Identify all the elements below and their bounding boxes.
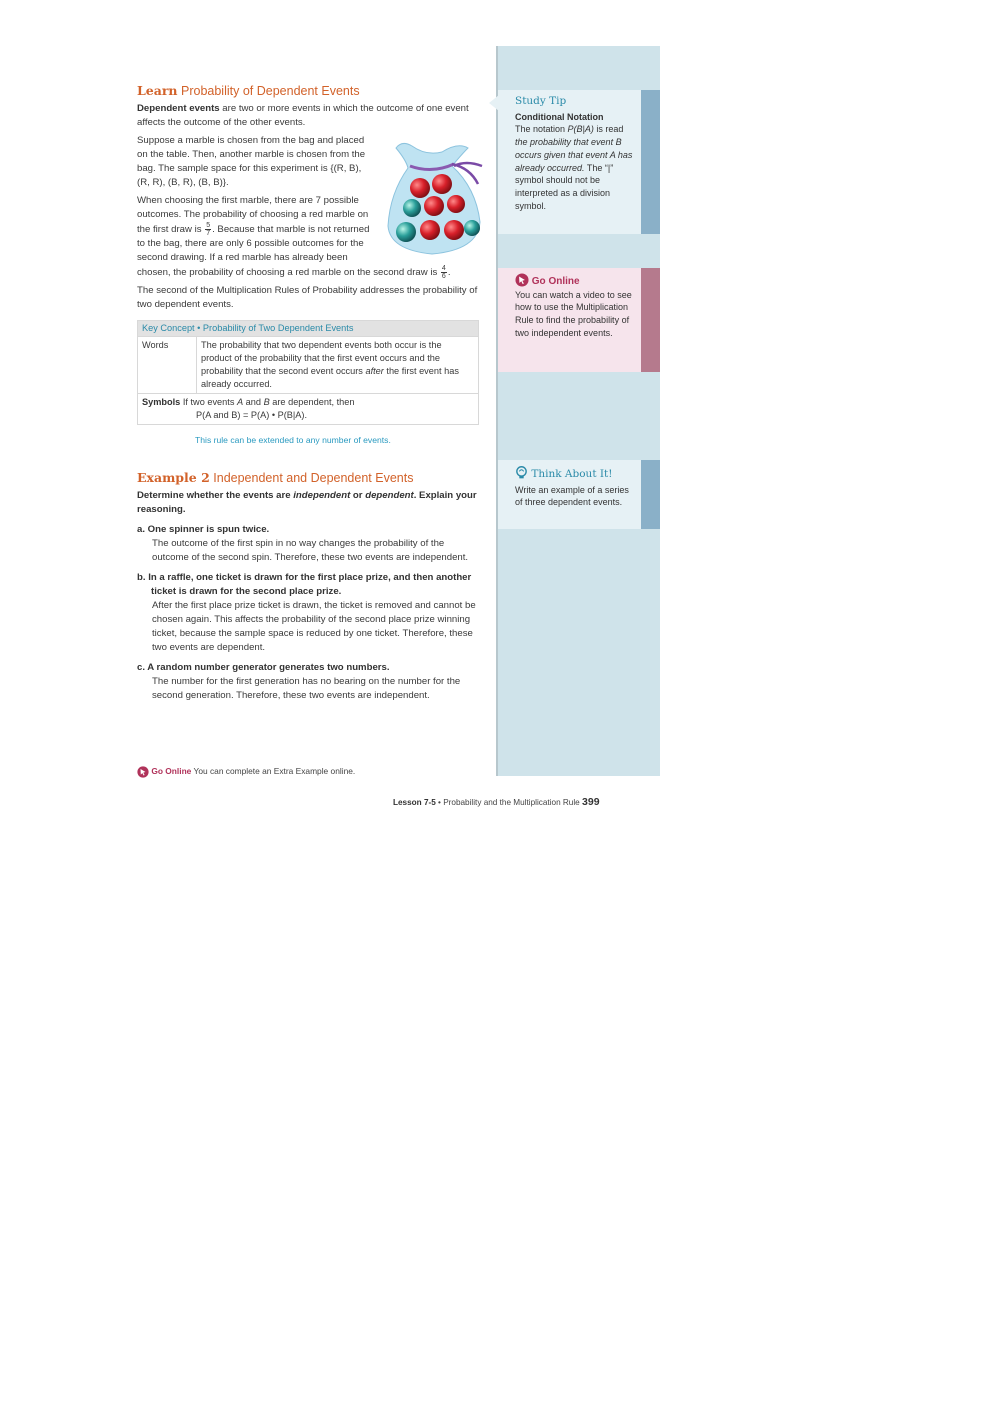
example-section (137, 469, 479, 703)
key-concept-box (137, 320, 479, 425)
study-tip-box (498, 90, 641, 234)
think-bulb-icon (515, 466, 528, 479)
paragraph-3: The second of the Multiplication Rules of Probability addresses the probability of two dependent events. (137, 285, 478, 311)
think-about-it-text: Write an example of a series of three dependent events. (515, 484, 629, 508)
study-tip-pointer (489, 95, 499, 111)
go-online-text: You can watch a video to see how to use the Multiplication Rule to find the probability of two independent events. (515, 289, 632, 338)
page-footer: Lesson 7-5 • Probability and the Multiplication Rule 399 (393, 796, 600, 808)
study-tip-subtitle: Conditional Notation (515, 111, 604, 122)
page-number: 399 (582, 796, 600, 808)
learn-heading: Learn Probability of Dependent Events (137, 83, 360, 98)
formula: P(A and B) = P(A) • P(B|A). (196, 410, 308, 421)
study-tip-text: The notation P(B|A) is read the probability that event B occurs given that event A has already occurred. The “|” symbol should not be interpreted as a division symbol. (515, 124, 633, 211)
think-about-it-box (498, 460, 641, 529)
paragraph-1: Suppose a marble is chosen from the bag and placed on the table. Then, another marble is chosen from the bag. The sample space for this experiment is {(R, B), (R, R), (B, R), (B, B)}. (137, 135, 366, 188)
go-online-box[interactable] (498, 268, 641, 372)
example-item-c: c. A random number generator generates two numbers. The number for the first generation has no bearing on the number for the second generation. Therefore, these two events are independent. (137, 662, 461, 702)
key-concept-symbols-row: Symbols If two events A and B are dependent, then P(A and B) = P(A) • P(B|A). (138, 393, 478, 424)
example-item-b: b. In a raffle, one ticket is drawn for the first place prize, and then another ticket is drawn for the second place prize. After the first place prize ticket is drawn, the ticket is removed and cannot be chosen again. This affects the probability of the second place prize winning ticket, because the sample space is reduced by one ticket. Therefore, these two events are dependent. (137, 572, 476, 654)
go-online-title: Go Online (531, 276, 580, 287)
key-concept-heading: Key Concept • Probability of Two Dependent Events (138, 321, 478, 336)
think-about-it-title: Think About It! (531, 468, 613, 480)
main-column (137, 82, 479, 703)
go-online-icon (515, 273, 529, 287)
example-heading: Example 2 Independent and Dependent Events (137, 470, 414, 486)
example-item-a: a. One spinner is spun twice. The outcome of the first spin in no way changes the probability of the outcome of the second spin. Therefore, these two events are independent. (137, 524, 469, 564)
marble-bag-illustration (382, 138, 487, 258)
key-concept-note: This rule can be extended to any number of events. (195, 435, 391, 446)
paragraph-2: When choosing the first marble, there are 7 possible outcomes. The probability of choosing a red marble on the first draw is $\frac{5}{7}$ . Because that marble is not returned to the bag, there are only 6 possible outcomes for the second drawing. If a red marble has already been chosen, the probability of choosing a red marble on the second draw is $\frac{4}{6}$ . (137, 195, 451, 281)
definition: Dependent events are two or more events in which the outcome of one event affects the outcome of the other events. (137, 103, 469, 128)
go-online-icon (137, 766, 149, 778)
key-concept-words-row: Words The probability that two dependent events both occur is the product of the probability that the first event occurs and the probability that the second event occurs after the first event has already occurred. (138, 336, 478, 393)
fraction-five-sevenths: $\frac{5}{7}$ (206, 222, 211, 237)
study-tip-title: Study Tip (515, 95, 567, 107)
fraction-four-sixths: $\frac{4}{6}$ (441, 265, 446, 281)
extra-example-link[interactable]: Go Online You can complete an Extra Example online. (137, 766, 355, 778)
example-prompt: Determine whether the events are independent or dependent. Explain your reasoning. (137, 490, 477, 516)
